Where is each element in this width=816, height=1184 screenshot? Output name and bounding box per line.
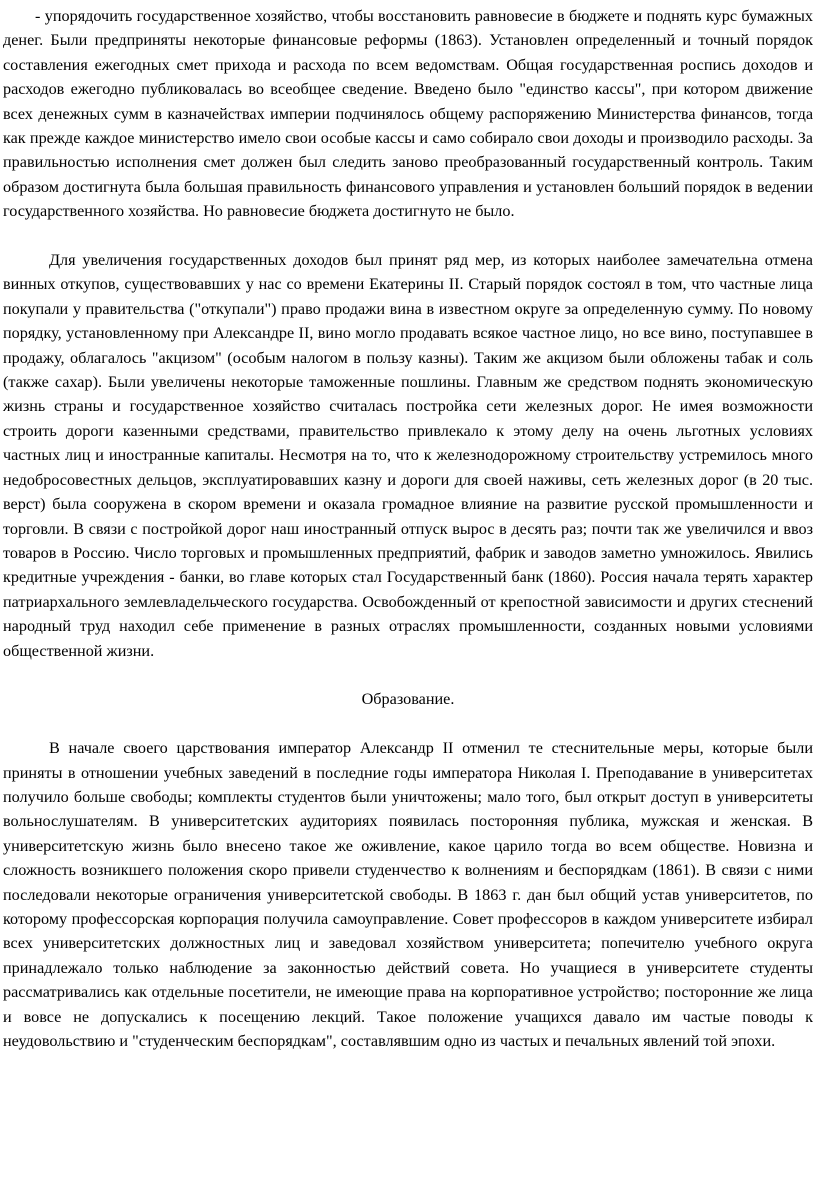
paragraph-spacer — [3, 712, 813, 736]
paragraph-finance-reforms: - упорядочить государственное хозяйство, чтобы восстановить равновесие в бюджете и поднять курс бумажных денег. Были предприняты некоторые финансовые реформы (1863). Установлен определенный и точный порядок составления ежегодных смет прихода и расхода по всем ведомствам. Общая государственная роспись доходов и расходов ежегодно публиковалась во всеобщее сведение. Введено было "единство кассы", при котором движение всех денежных сумм в казначействах империи подчинялось общему распоряжению Министерства финансов, тогда как прежде каждое министерство имело свои особые кассы и само собирало свои доходы и производило расходы. За правильностью исполнения смет должен был следить заново преобразованный государственный контроль. Таким образом достигнута была большая правильность финансового управления и установлен больший порядок в ведении государственного хозяйства. Но равновесие бюджета достигнуто не было. — [3, 7, 813, 221]
paragraph-spacer — [3, 224, 813, 248]
paragraph-education: В начале своего царствования император Александр II отменил те стеснительные меры, которые были приняты в отношении учебных заведений в последние годы императора Николая I. Преподавание в университетах получило больше свободы; комплекты студентов были уничтожены; мало того, был открыт доступ в университеты вольнослушателям. В университетских аудиториях появилась посторонняя публика, мужская и женская. В университетскую жизнь было внесено такое же оживление, какое царило тогда во всем обществе. Новизна и сложность возникшего положения скоро привели студенчество к волнениям и беспорядкам (1861). В связи с ними последовали некоторые ограничения университетской свободы. В 1863 г. дан был общий устав университетов, по которому профессорская корпорация получила самоуправление. Совет профессоров в каждом университете избирал всех университетских должностных лиц и заведовал хозяйством университета; попечителю учебного округа принадлежало только наблюдение за законностью действий совета. Но учащиеся в университете студенты рассматривались как отдельные посетители, не имеющие права на корпоративное устройство; посторонние же лица и вовсе не допускались к посещению лекций. Такое положение учащихся давало им частые поводы к неудовольствию и "студенческим беспорядкам", составлявшим одно из частых и печальных явлений той эпохи. — [3, 739, 813, 1051]
paragraph-spacer — [3, 663, 813, 687]
paragraph-state-revenues: Для увеличения государственных доходов был принят ряд мер, из которых наиболее замечательна отмена винных откупов, существовавших у нас со времени Екатерины II. Старый порядок состоял в том, что частные лица покупали у правительства ("откупали") право продажи вина в известном округе за определенную сумму. По новому порядку, установленному при Александре II, вино могло продавать всякое частное лицо, но все вино, поступавшее в продажу, облагалось "акцизом" (особым налогом в пользу казны). Таким же акцизом были обложены табак и соль (также сахар). Были увеличены некоторые таможенные пошлины. Главным же средством поднять экономическую жизнь страны и государственное хозяйство считалась постройка сети железных дорог. Не имея возможности строить дороги казенными средствами, правительство привлекало к этому делу на очень льготных условиях частных лиц и иностранные капиталы. Несмотря на то, что к железнодорожному строительству устремилось много недобросовестных дельцов, эксплуатировавших казну и дороги для своей наживы, сеть железных дорог (в 20 тыс. верст) была сооружена в скором времени и оказала громадное влияние на развитие русской промышленности и торговли. В связи с постройкой дорог наш иностранный отпуск вырос в десять раз; почти так же увеличился и ввоз товаров в Россию. Число торговых и промышленных предприятий, фабрик и заводов заметно умножилось. Явились кредитные учреждения - банки, во главе которых стал Государственный банк (1860). Россия начала терять характер патриархального землевладельческого государства. Освобожденный от крепостной зависимости и других стеснений народный труд находил себе применение в разных отраслях промышленности, созданных новыми условиями общественной жизни. — [3, 251, 813, 660]
section-heading-education: Образование. — [361, 690, 455, 709]
